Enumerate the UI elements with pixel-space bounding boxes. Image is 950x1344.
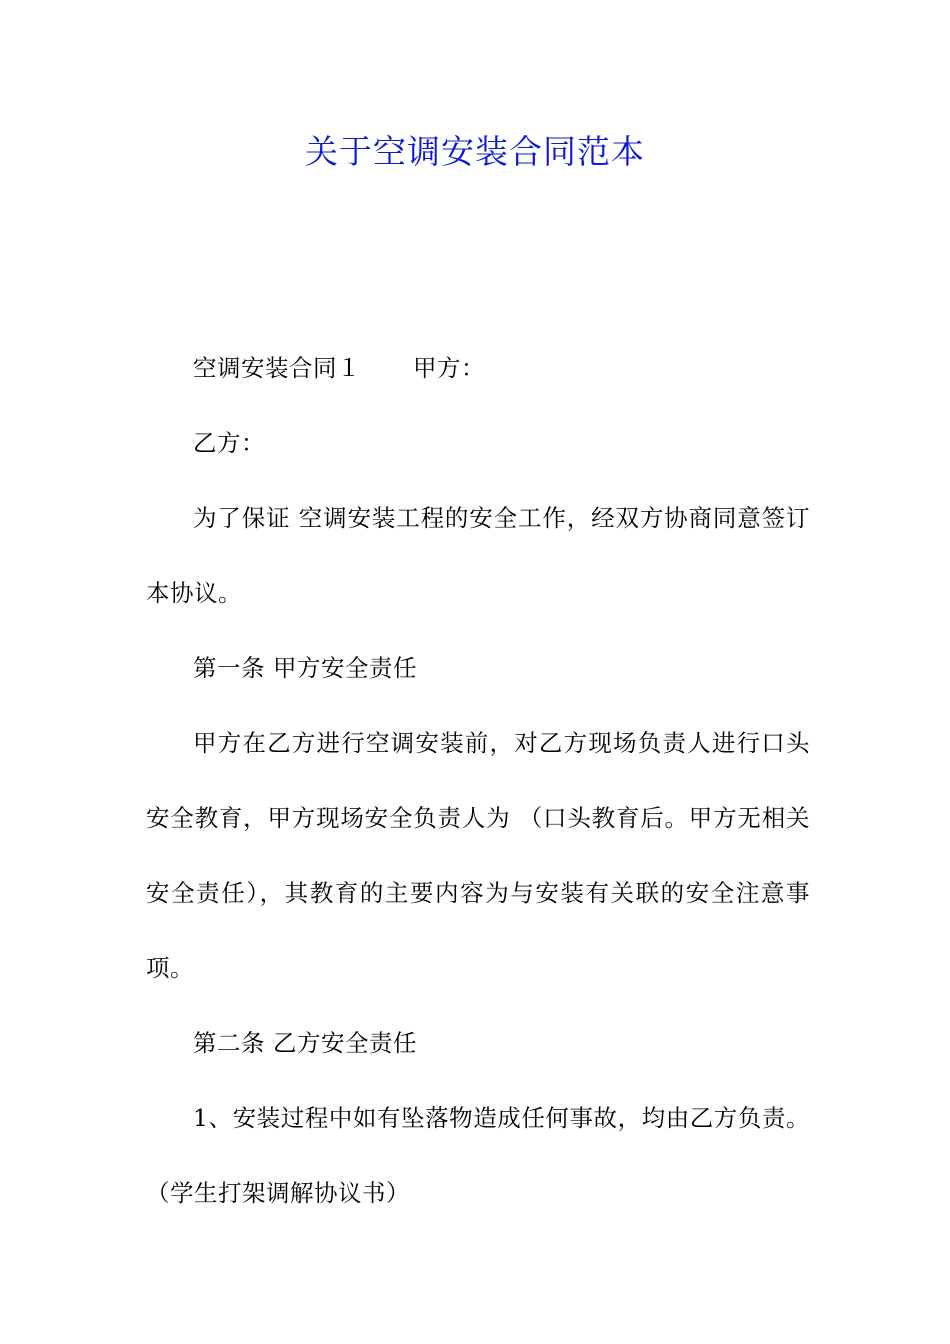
article-one-heading: 第一条 甲方安全责任 [193,654,417,682]
party-b-label: 乙方： [193,429,265,457]
contract-heading-line [146,331,810,406]
article-two-clause-one: 1、安装过程中如有坠落物造成任何事故，均由乙方负责。（学生打架调解协议书） [146,1104,810,1207]
document-title: 关于空调安装合同范本 [305,132,645,171]
document-body [146,331,810,1231]
party-a-label: 甲方： [413,354,485,382]
article-two-heading: 第二条 乙方安全责任 [193,1029,417,1057]
preamble-paragraph: 为了保证 空调安装工程的安全工作，经双方协商同意签订本协议。 [146,504,810,607]
contract-label: 空调安装合同１ [193,354,361,382]
article-one-paragraph: 甲方在乙方进行空调安装前，对乙方现场负责人进行口头安全教育，甲方现场安全负责人为 （口头教育后。甲方无相关安全责任），其教育的主要内容为与安装有关联的安全注意事项。 [146,729,810,982]
